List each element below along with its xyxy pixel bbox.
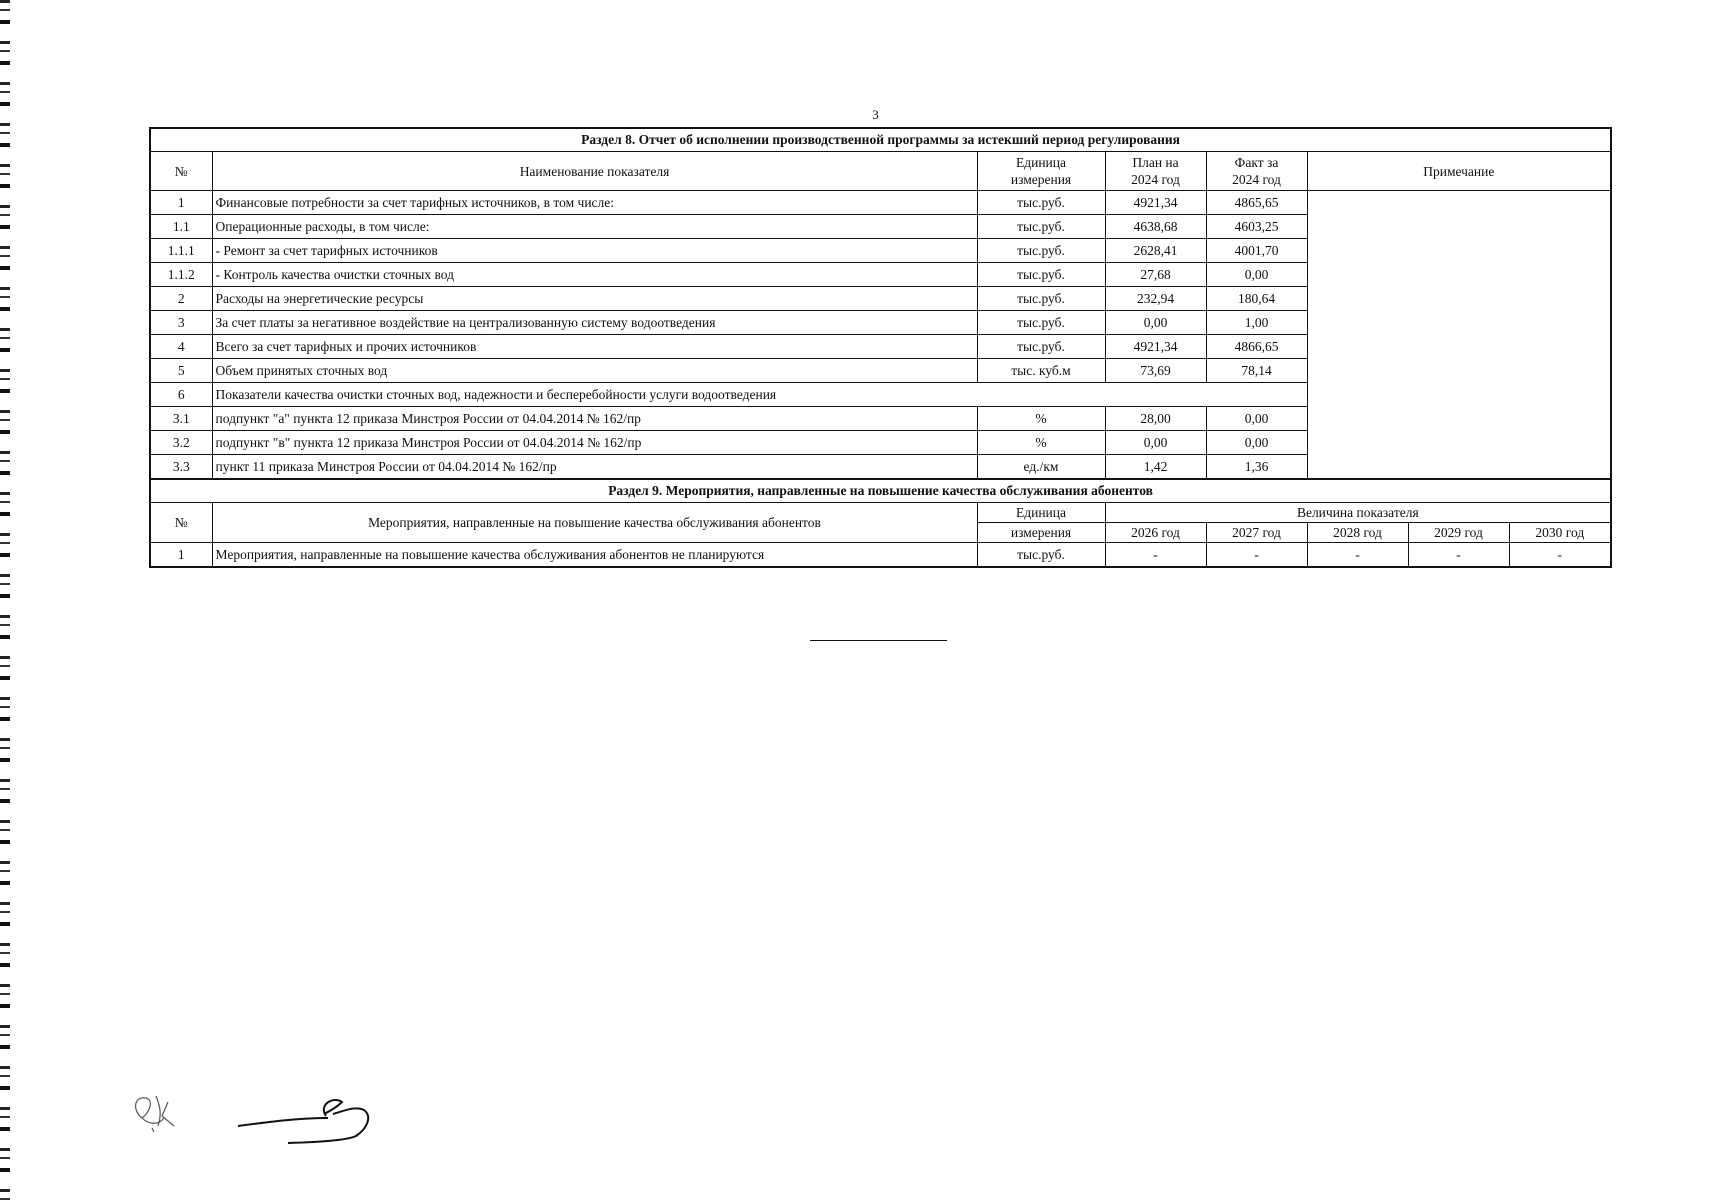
row-num: 5 (150, 359, 212, 383)
scan-edge (0, 0, 10, 1200)
row-name: подпункт "в" пункта 12 приказа Минстроя России от 04.04.2014 № 162/пр (212, 431, 977, 455)
row-value: - (1206, 543, 1307, 568)
row-fact: 1,36 (1206, 455, 1307, 480)
row-plan: 0,00 (1105, 311, 1206, 335)
row-plan: 0,00 (1105, 431, 1206, 455)
row-num: 4 (150, 335, 212, 359)
row-unit: тыс.руб. (977, 543, 1105, 568)
row-name: - Ремонт за счет тарифных источников (212, 239, 977, 263)
row-name: Всего за счет тарифных и прочих источников (212, 335, 977, 359)
header-year: 2030 год (1509, 523, 1611, 543)
row-num: 1.1.1 (150, 239, 212, 263)
row-name: Финансовые потребности за счет тарифных источников, в том числе: (212, 191, 977, 215)
row-unit: тыс. куб.м (977, 359, 1105, 383)
section8-header-row (150, 152, 1611, 191)
row-num: 3.1 (150, 407, 212, 431)
table-row (150, 191, 1611, 215)
row-fact: 4001,70 (1206, 239, 1307, 263)
row-unit: тыс.руб. (977, 191, 1105, 215)
row-value: - (1105, 543, 1206, 568)
row-value: - (1307, 543, 1408, 568)
row-plan: 2628,41 (1105, 239, 1206, 263)
header-unit-line2: измерения (977, 523, 1105, 543)
row-plan: 28,00 (1105, 407, 1206, 431)
row-num: 1 (150, 191, 212, 215)
row-unit: % (977, 431, 1105, 455)
row-num: 6 (150, 383, 212, 407)
row-fact: 4865,65 (1206, 191, 1307, 215)
row-fact: 0,00 (1206, 263, 1307, 287)
header-num: № (150, 152, 212, 191)
row-fact: 0,00 (1206, 431, 1307, 455)
section8-title-row (150, 128, 1611, 152)
section9-header-row (150, 503, 1611, 523)
header-num: № (150, 503, 212, 543)
header-note: Примечание (1307, 152, 1611, 191)
row-plan: 1,42 (1105, 455, 1206, 480)
table-row (150, 543, 1611, 568)
row-plan: 27,68 (1105, 263, 1206, 287)
row-name: Расходы на энергетические ресурсы (212, 287, 977, 311)
row-name: Мероприятия, направленные на повышение качества обслуживания абонентов не планируются (212, 543, 977, 568)
row-unit: тыс.руб. (977, 335, 1105, 359)
row-plan: 4638,68 (1105, 215, 1206, 239)
row-fact: 4603,25 (1206, 215, 1307, 239)
row-unit: ед./км (977, 455, 1105, 480)
row-fact: 180,64 (1206, 287, 1307, 311)
row-fact: 78,14 (1206, 359, 1307, 383)
row-name: подпункт "а" пункта 12 приказа Минстроя России от 04.04.2014 № 162/пр (212, 407, 977, 431)
row-plan: 4921,34 (1105, 191, 1206, 215)
row-name: пункт 11 приказа Минстроя России от 04.04.2014 № 162/пр (212, 455, 977, 480)
section9-title-row (150, 479, 1611, 503)
row-unit: % (977, 407, 1105, 431)
row-fact: 0,00 (1206, 407, 1307, 431)
row-plan: 232,94 (1105, 287, 1206, 311)
row-name: Операционные расходы, в том числе: (212, 215, 977, 239)
row-unit: тыс.руб. (977, 311, 1105, 335)
row-fact: 4866,65 (1206, 335, 1307, 359)
end-divider (810, 640, 947, 641)
header-unit-line1: Единица (977, 503, 1105, 523)
main-signature (238, 1100, 368, 1143)
header-name: Мероприятия, направленные на повышение качества обслуживания абонентов (212, 503, 977, 543)
section8-title: Раздел 8. Отчет об исполнении производственной программы за истекший период регулирования (150, 128, 1611, 152)
row-num: 1.1.2 (150, 263, 212, 287)
row-unit: тыс.руб. (977, 263, 1105, 287)
row-plan: 73,69 (1105, 359, 1206, 383)
header-year: 2027 год (1206, 523, 1307, 543)
row-name: За счет платы за негативное воздействие на централизованную систему водоотведения (212, 311, 977, 335)
row-fact: 1,00 (1206, 311, 1307, 335)
signatures (128, 1088, 408, 1148)
row-num: 3.2 (150, 431, 212, 455)
section9-title: Раздел 9. Мероприятия, направленные на повышение качества обслуживания абонентов (150, 479, 1611, 503)
row-name: Объем принятых сточных вод (212, 359, 977, 383)
row-num: 3 (150, 311, 212, 335)
row-unit: тыс.руб. (977, 215, 1105, 239)
row-name: Показатели качества очистки сточных вод, надежности и бесперебойности услуги водоотведения (212, 383, 1307, 407)
row-unit: тыс.руб. (977, 239, 1105, 263)
row-num: 2 (150, 287, 212, 311)
row-name: - Контроль качества очистки сточных вод (212, 263, 977, 287)
header-year: 2026 год (1105, 523, 1206, 543)
page-number: 3 (872, 107, 879, 122)
initials-signature (136, 1096, 174, 1132)
row-plan: 4921,34 (1105, 335, 1206, 359)
report-table (149, 127, 1612, 568)
row-num: 3.3 (150, 455, 212, 480)
note-cell (1307, 191, 1611, 480)
header-fact: Факт за 2024 год (1206, 152, 1307, 191)
header-unit: Единица измерения (977, 152, 1105, 191)
row-unit: тыс.руб. (977, 287, 1105, 311)
row-value: - (1509, 543, 1611, 568)
row-num: 1.1 (150, 215, 212, 239)
header-value: Величина показателя (1105, 503, 1611, 523)
header-year: 2028 год (1307, 523, 1408, 543)
header-plan: План на 2024 год (1105, 152, 1206, 191)
row-value: - (1408, 543, 1509, 568)
row-num: 1 (150, 543, 212, 568)
header-year: 2029 год (1408, 523, 1509, 543)
header-name: Наименование показателя (212, 152, 977, 191)
